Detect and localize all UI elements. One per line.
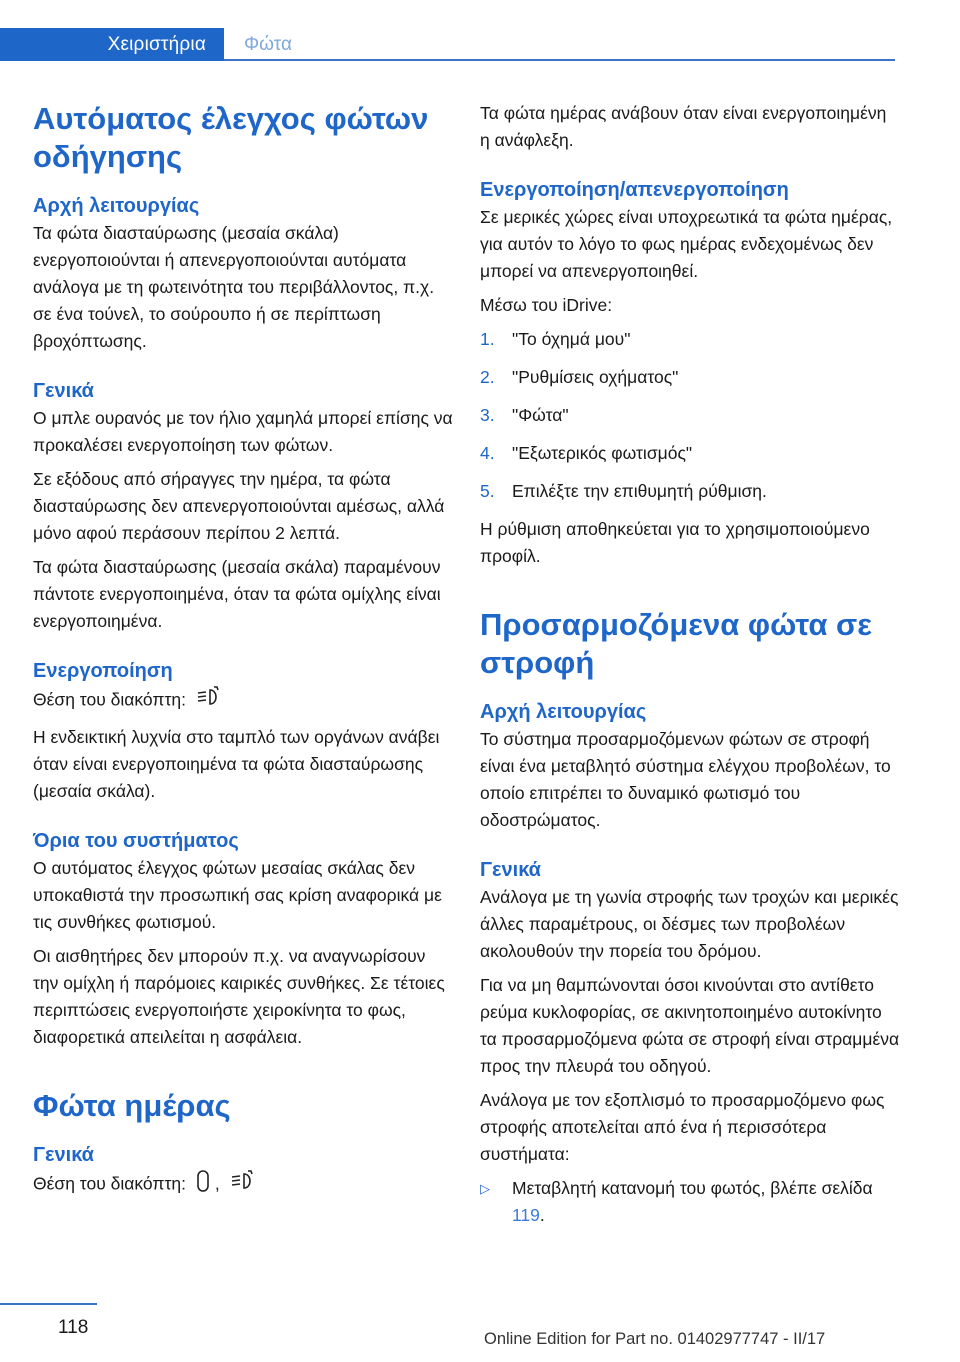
tab-lights[interactable]: Φώτα (244, 34, 292, 55)
section-title-adaptive-lights: Προσαρμοζόμενα φώτα σε στροφή (480, 607, 872, 680)
left-column (33, 100, 453, 1208)
heading-principle-adaptive: Αρχή λειτουργίας (480, 701, 647, 723)
heading-activation-deactivation: Ενεργοποίηση/απενεργοποίηση (480, 179, 789, 201)
page-number: 118 (58, 1317, 89, 1338)
paragraph: Σε εξόδους από σήραγγες την ημέρα, τα φώτα διασταύρωσης δεν απενεργοποιούνται αμέσως, αλλά μόνο αφού περάσουν περίπου 2 λεπτά. (33, 469, 445, 543)
paragraph: Το σύστημα προσαρμοζόμενων φώτων σε στροφή είναι ένα μεταβλητό σύστημα ελέγχου προβολέων, το οποίο επιτρέπει το δυναμικό φωτισμό του οδοστρώματος. (480, 729, 891, 830)
heading-system-limits: Όρια του συστήματος (33, 830, 239, 852)
list-item: 4. "Εξωτερικός φωτισμός" (480, 443, 693, 463)
paragraph: Για να μη θαμπώνονται όσοι κινούνται στο αντίθετο ρεύμα κυκλοφορίας, σε ακινητοποιημένο αυτοκίνητο τα προσαρμοζόμενα φώτα σε στροφή είναι στραμμένα προς την πλευρά του οδηγού. (480, 975, 900, 1076)
icon-separator: , (214, 1173, 220, 1194)
heading-principle: Αρχή λειτουργίας (33, 195, 200, 217)
switch-position-line (33, 685, 453, 717)
heading-activation: Ενεργοποίηση (33, 660, 173, 682)
paragraph: Οι αισθητήρες δεν μπορούν π.χ. να αναγνωρίσουν την ομίχλη ή παρόμοιες καιρικές συνθήκες. Σε τέτοιες περιπτώσεις ενεργοποιήστε χειροκίνητα το φως, διαφορετικά απειλείται η ασφάλεια. (33, 946, 445, 1047)
paragraph: Ο μπλε ουρανός με τον ήλιο χαμηλά μπορεί επίσης να προκαλέσει ενεργοποίηση των φώτων. (33, 408, 453, 455)
paragraph: Τα φώτα ημέρας ανάβουν όταν είναι ενεργοποιημένη η ανάφλεξη. (480, 103, 887, 150)
triangle-bullet-icon: ▷ (480, 1181, 490, 1196)
heading-general: Γενικά (33, 380, 94, 402)
list-item: 3. "Φώτα" (480, 405, 569, 425)
paragraph: Σε μερικές χώρες είναι υποχρεωτικά τα φώτα ημέρας, για αυτόν το λόγο το φως ημέρας ενδεχομένως δεν μπορεί να απενεργοποιηθεί. (480, 207, 893, 281)
tab-controls[interactable]: Χειριστήρια (0, 28, 224, 61)
list-item: 1. "Το όχημά μου" (480, 329, 631, 349)
idrive-steps-list (480, 326, 900, 505)
paragraph: Ανάλογα με τον εξοπλισμό το προσαρμοζόμενο φως στροφής αποτελείται από ένα ή περισσότερα συστήματα: (480, 1090, 885, 1164)
paragraph: Ο αυτόματος έλεγχος φώτων μεσαίας σκάλας δεν υποκαθιστά την προσωπική σας κρίση αναφορικά με τις συνθήκες φωτισμού. (33, 858, 442, 932)
paragraph: Τα φώτα διασταύρωσης (μεσαία σκάλα) παραμένουν πάντοτε ενεργοποιημένα, όταν τα φώτα ομίχλης είναι ενεργοποιημένα. (33, 557, 441, 631)
paragraph: Τα φώτα διασταύρωσης (μεσαία σκάλα) ενεργοποιούνται ή απενεργοποιούνται αυτόματα ανάλογα με τη φωτεινότητα του περιβάλλοντος, π.χ. σε ένα τούνελ, το σούρουπο ή σε περίπτωση βροχόπτωσης. (33, 223, 435, 351)
footer-rule (0, 1303, 97, 1305)
list-item: ▷ Μεταβλητή κατανομή του φωτός, βλέπε σελίδα 119. (480, 1175, 900, 1229)
list-item: 5. Επιλέξτε την επιθυμητή ρύθμιση. (480, 481, 767, 501)
section-title-daytime-lights: Φώτα ημέρας (33, 1088, 231, 1123)
switch-position-label: Θέση του διακόπτη: (33, 1173, 186, 1194)
systems-bullet-list (480, 1175, 900, 1229)
right-column (480, 100, 900, 1229)
page-link[interactable]: 119 (512, 1205, 540, 1225)
auto-headlight-switch-icon (196, 685, 222, 717)
heading-general-adaptive: Γενικά (480, 859, 541, 881)
list-item: 2. "Ρυθμίσεις οχήματος" (480, 367, 679, 387)
heading-general-daytime: Γενικά (33, 1144, 94, 1166)
paragraph: Μέσω του iDrive: (480, 295, 613, 315)
auto-headlight-switch-icon (230, 1169, 256, 1201)
paragraph: Η ενδεικτική λυχνία στο ταμπλό των οργάνων ανάβει όταν είναι ενεργοποιημένα τα φώτα διασταύρωσης (μεσαία σκάλα). (33, 727, 440, 801)
section-title-auto-lights: Αυτόματος έλεγχος φώτων οδήγησης (33, 101, 429, 174)
edition-line: Online Edition for Part no. 01402977747 - II/17 (484, 1330, 826, 1348)
switch-position-label: Θέση του διακόπτη: (33, 689, 186, 710)
switch-position-line-daytime (33, 1169, 453, 1201)
paragraph: Ανάλογα με τη γωνία στροφής των τροχών και μερικές άλλες παραμέτρους, οι δέσμες των προβολέων ακολουθούν την πορεία του δρόμου. (480, 887, 899, 961)
light-off-icon (196, 1169, 210, 1201)
paragraph: Η ρύθμιση αποθηκεύεται για το χρησιμοποιούμενο προφίλ. (480, 519, 870, 566)
